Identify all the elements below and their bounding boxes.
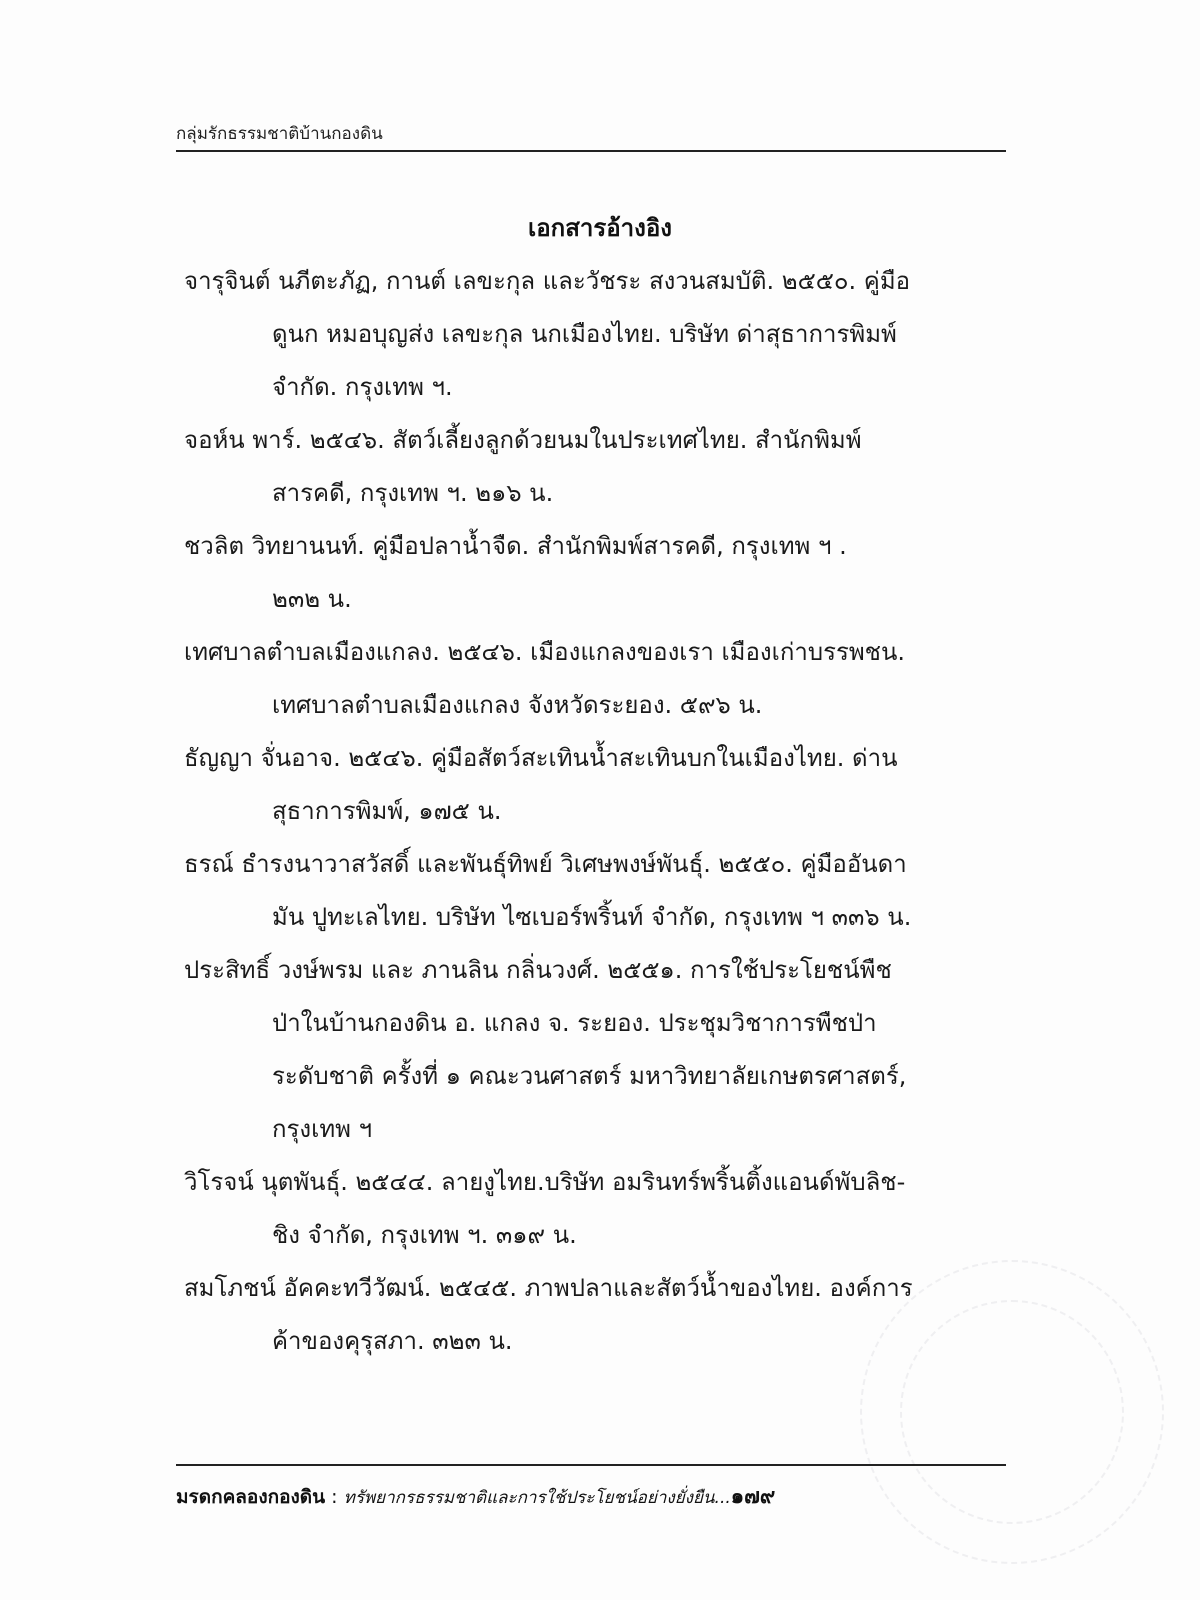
reference-first-line: สมโภชน์ อัคคะทวีวัฒน์. ๒๕๔๕. ภาพปลาและสัตว์น้ำของไทย. องค์การ (184, 1274, 913, 1302)
reference-entry (184, 944, 1004, 1156)
reference-continuation-line: ค้าของคุรุสภา. ๓๒๓ น. (272, 1327, 513, 1355)
reference-entry (184, 838, 1004, 944)
reference-entry (184, 255, 1004, 414)
reference-first-line: ประสิทธิ์ วงษ์พรม และ ภานลิน กลิ่นวงศ์. ๒๕๕๑. การใช้ประโยชน์พืช (184, 956, 892, 984)
header-rule (176, 150, 1006, 152)
reference-continuation-line: สุธาการพิมพ์, ๑๗๕ น. (272, 797, 502, 825)
reference-first-line: จารุจินต์ นภีตะภัฏ, กานต์ เลขะกุล และวัชระ สงวนสมบัติ. ๒๕๕๐. คู่มือ (184, 267, 911, 295)
footer-subtitle: ทรัพยากรธรรมชาติและการใช้ประโยชน์อย่างยั่งยืน... (343, 1488, 731, 1508)
reference-continuation-line: มัน ปูทะเลไทย. บริษัท ไซเบอร์พริ้นท์ จำกัด, กรุงเทพ ฯ ๓๓๖ น. (272, 903, 912, 931)
reference-first-line: วิโรจน์ นุตพันธุ์. ๒๕๔๔. ลายงูไทย.บริษัท อมรินทร์พริ้นติ้งแอนด์พับลิช- (184, 1168, 906, 1196)
footer-book-title: มรดกคลองกองดิน (176, 1486, 326, 1508)
reference-first-line: จอห์น พาร์. ๒๕๔๖. สัตว์เลี้ยงลูกด้วยนมในประเทศไทย. สำนักพิมพ์ (184, 426, 862, 454)
reference-entry (184, 732, 1004, 838)
footer-separator: : (325, 1486, 344, 1508)
reference-entry (184, 1156, 1004, 1262)
reference-entry (184, 414, 1004, 520)
reference-entry (184, 520, 1004, 626)
reference-continuation-line: ป่าในบ้านกองดิน อ. แกลง จ. ระยอง. ประชุมวิชาการพืชป่า (272, 1009, 877, 1037)
reference-continuation-line: กรุงเทพ ฯ (272, 1115, 373, 1143)
reference-first-line: เทศบาลตำบลเมืองแกลง. ๒๕๔๖. เมืองแกลงของเรา เมืองเก่าบรรพชน. (184, 638, 906, 666)
reference-continuation-line: ดูนก หมอบุญส่ง เลขะกุล นกเมืองไทย. บริษัท ด่าสุธาการพิมพ์ (272, 320, 897, 348)
reference-continuation-line: จำกัด. กรุงเทพ ฯ. (272, 373, 453, 401)
reference-list (184, 255, 1004, 1368)
reference-first-line: ธัญญา จั่นอาจ. ๒๕๔๖. คู่มือสัตว์สะเทินน้ำสะเทินบกในเมืองไทย. ด่าน (184, 744, 898, 772)
reference-entry (184, 1262, 1004, 1368)
reference-continuation-line: ระดับชาติ ครั้งที่ ๑ คณะวนศาสตร์ มหาวิทยาลัยเกษตรศาสตร์, (272, 1062, 907, 1090)
page-footer (176, 1480, 775, 1513)
reference-continuation-line: ๒๓๒ น. (272, 585, 352, 613)
reference-first-line: ธรณ์ ธำรงนาวาสวัสดิ์ และพันธุ์ทิพย์ วิเศษพงษ์พันธุ์. ๒๕๕๐. คู่มืออันดา (184, 850, 907, 878)
reference-continuation-line: เทศบาลตำบลเมืองแกลง จังหวัดระยอง. ๕๙๖ น. (272, 691, 763, 719)
reference-first-line: ชวลิต วิทยานนท์. คู่มือปลาน้ำจืด. สำนักพิมพ์สารคดี, กรุงเทพ ฯ . (184, 532, 847, 560)
page-title: เอกสารอ้างอิง (528, 214, 672, 242)
reference-continuation-line: สารคดี, กรุงเทพ ฯ. ๒๑๖ น. (272, 479, 554, 507)
footer-rule (176, 1464, 1006, 1466)
reference-continuation-line: ชิง จำกัด, กรุงเทพ ฯ. ๓๑๙ น. (272, 1221, 577, 1249)
running-header: กลุ่มรักธรรมชาติบ้านกองดิน (176, 124, 383, 144)
reference-entry (184, 626, 1004, 732)
page-number: ๑๗๙ (730, 1484, 776, 1508)
